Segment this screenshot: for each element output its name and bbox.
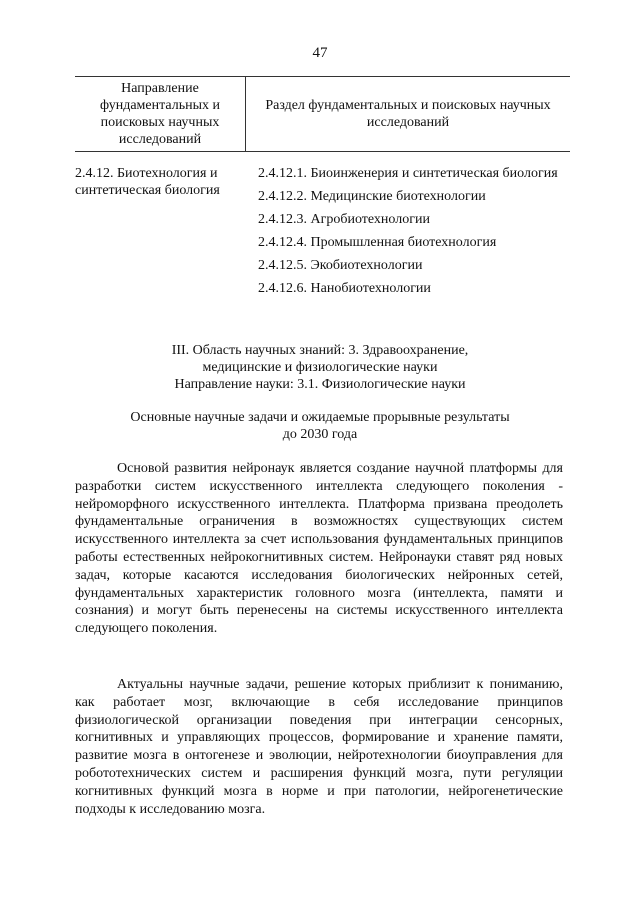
paragraph-text: Основой развития нейронаук является создание научной платформы для разработки систем искусственного интеллекта следующего поколения - нейроморфного искусственного интеллекта. Платформа призвана преодолеть фундаментальные ограничения в возможностях существующих систем искусственного интеллекта за счет использования фундаментальных принципов работы естественных нейрокогнитивных систем. Нейронауки ставят ряд новых задач, которые касаются исследования биологических нейронных сетей, фундаментальных характеристик головного мозга (интеллекта, памяти и сознания) и могут быть перенесены на системы искусственного интеллекта следующего поколения. — [75, 461, 563, 637]
table-cell-sections — [258, 165, 558, 303]
table-header-rule — [75, 151, 570, 152]
area-heading-line: медицинские и физиологические науки — [202, 360, 438, 375]
table-top-rule — [75, 76, 570, 77]
tasks-heading-line: Основные научные задачи и ожидаемые прорывные результаты — [130, 410, 510, 425]
area-heading-line: III. Область научных знаний: 3. Здравоохранение, — [171, 343, 469, 358]
page-number: 47 — [312, 45, 328, 61]
list-item: 2.4.12.3. Агробиотехнологии — [258, 212, 430, 227]
list-item: 2.4.12.6. Нанобиотехнологии — [258, 281, 431, 296]
table-cell-direction: 2.4.12. Биотехнология и синтетическая биология — [75, 166, 220, 198]
direction-heading-line: Направление науки: 3.1. Физиологические науки — [174, 377, 466, 392]
list-item: 2.4.12.4. Промышленная биотехнология — [258, 235, 497, 250]
list-item: 2.4.12.5. Экобиотехнологии — [258, 258, 423, 273]
table-header-direction: Направление фундаментальных и поисковых научных исследований — [99, 81, 220, 147]
tasks-heading — [60, 409, 580, 443]
body-paragraph — [75, 460, 563, 638]
sections-list — [258, 165, 558, 297]
tasks-heading-line: до 2030 года — [282, 427, 358, 442]
area-heading — [60, 342, 580, 393]
table-header-section: Раздел фундаментальных и поисковых научных исследований — [265, 98, 551, 130]
body-paragraph — [75, 676, 563, 818]
list-item: 2.4.12.1. Биоинженерия и синтетическая биология — [258, 166, 558, 181]
list-item: 2.4.12.2. Медицинские биотехнологии — [258, 189, 486, 204]
paragraph-text: Актуальны научные задачи, решение которых приблизит к пониманию, как работает мозг, включающие в себя исследование принципов физиологической организации поведения при интеграции сенсорных, когнитивных и управляющих процессов, формирование и хранение памяти, развитие мозга в онтогенезе и эволюции, нейротехнологии биоуправления для робототехнических систем и расширения функций мозга, пути регуляции когнитивных функций мозга в норме и при патологии, нейрогенетические подходы к исследованию мозга. — [75, 677, 563, 817]
